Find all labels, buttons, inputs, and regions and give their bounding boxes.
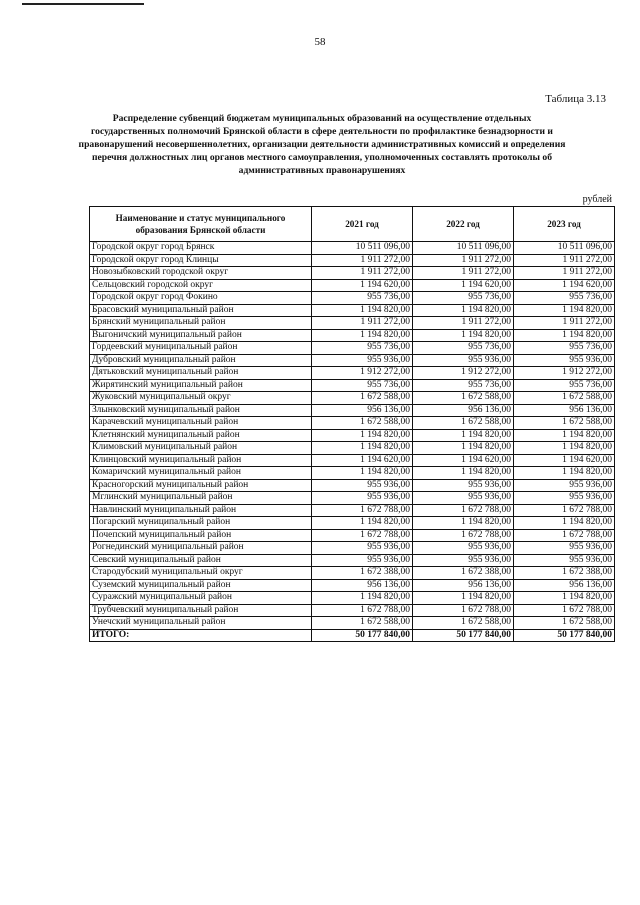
value-2022: 955 736,00 bbox=[413, 379, 514, 392]
value-2022: 956 136,00 bbox=[413, 579, 514, 592]
table-row bbox=[90, 579, 615, 592]
value-2023: 956 136,00 bbox=[514, 579, 615, 592]
document-title: Распределение субвенций бюджетам муниципальных образований на осуществление отдельных государственных полномочий Брянской области в сфере деятельности по профилактике безнадзорности и правонарушений несовершеннолетних, организации деятельности административных комиссий и определения перечня должностных лиц органов местного самоуправления, уполномоченных составлять протоколы об административных правонарушениях bbox=[78, 113, 566, 176]
value-2021: 955 736,00 bbox=[312, 379, 413, 392]
value-2022: 1 194 820,00 bbox=[413, 429, 514, 442]
value-2022: 956 136,00 bbox=[413, 404, 514, 417]
value-2021: 1 194 820,00 bbox=[312, 467, 413, 480]
value-2023: 1 912 272,00 bbox=[514, 367, 615, 380]
value-2022: 955 936,00 bbox=[413, 354, 514, 367]
value-2021: 1 194 820,00 bbox=[312, 442, 413, 455]
value-2021: 1 911 272,00 bbox=[312, 254, 413, 267]
municipality-name: Красногорский муниципальный район bbox=[90, 479, 312, 492]
table-row bbox=[90, 292, 615, 305]
municipality-name: Суземский муниципальный район bbox=[90, 579, 312, 592]
value-2021: 1 672 588,00 bbox=[312, 392, 413, 405]
value-2023: 955 936,00 bbox=[514, 354, 615, 367]
municipality-name: Брянский муниципальный район bbox=[90, 317, 312, 330]
municipality-name: Жирятинский муниципальный район bbox=[90, 379, 312, 392]
value-2023: 1 672 588,00 bbox=[514, 392, 615, 405]
value-2021: 1 194 820,00 bbox=[312, 304, 413, 317]
municipality-name: Погарский муниципальный район bbox=[90, 517, 312, 530]
table-row bbox=[90, 304, 615, 317]
table-row bbox=[90, 467, 615, 480]
value-2022: 1 194 820,00 bbox=[413, 442, 514, 455]
table-row bbox=[90, 379, 615, 392]
value-2023: 1 672 788,00 bbox=[514, 529, 615, 542]
municipality-name: Гордеевский муниципальный район bbox=[90, 342, 312, 355]
table-row bbox=[90, 542, 615, 555]
value-2021: 1 194 820,00 bbox=[312, 517, 413, 530]
table-row bbox=[90, 354, 615, 367]
value-2023: 1 194 620,00 bbox=[514, 279, 615, 292]
value-2021: 955 736,00 bbox=[312, 342, 413, 355]
value-2023: 1 194 820,00 bbox=[514, 517, 615, 530]
table-row bbox=[90, 317, 615, 330]
value-2023: 10 511 096,00 bbox=[514, 242, 615, 255]
table-row bbox=[90, 254, 615, 267]
municipality-name: Дубровский муниципальный район bbox=[90, 354, 312, 367]
table-row bbox=[90, 367, 615, 380]
value-2023: 955 736,00 bbox=[514, 342, 615, 355]
value-2022: 1 194 620,00 bbox=[413, 454, 514, 467]
value-2022: 1 911 272,00 bbox=[413, 317, 514, 330]
value-2023: 1 911 272,00 bbox=[514, 267, 615, 280]
value-2021: 956 136,00 bbox=[312, 579, 413, 592]
value-2022: 1 194 820,00 bbox=[413, 467, 514, 480]
value-2021: 1 672 588,00 bbox=[312, 617, 413, 630]
municipality-name: Новозыбковский городской округ bbox=[90, 267, 312, 280]
value-2022: 1 672 788,00 bbox=[413, 504, 514, 517]
value-2023: 1 672 788,00 bbox=[514, 504, 615, 517]
municipality-name: Трубчевский муниципальный район bbox=[90, 604, 312, 617]
value-2023: 1 911 272,00 bbox=[514, 254, 615, 267]
header-name: Наименование и статус муниципального образования Брянской области bbox=[90, 207, 312, 242]
value-2022: 1 672 788,00 bbox=[413, 604, 514, 617]
value-2022: 1 672 588,00 bbox=[413, 617, 514, 630]
table-row bbox=[90, 592, 615, 605]
value-2023: 955 936,00 bbox=[514, 554, 615, 567]
value-2021: 1 672 788,00 bbox=[312, 604, 413, 617]
total-2022: 50 177 840,00 bbox=[413, 629, 514, 642]
municipality-name: Злынковский муниципальный район bbox=[90, 404, 312, 417]
value-2022: 955 736,00 bbox=[413, 342, 514, 355]
table-row bbox=[90, 479, 615, 492]
value-2022: 1 912 272,00 bbox=[413, 367, 514, 380]
page-number: 58 bbox=[314, 36, 326, 48]
table-row bbox=[90, 267, 615, 280]
value-2021: 1 911 272,00 bbox=[312, 267, 413, 280]
value-2021: 1 194 820,00 bbox=[312, 429, 413, 442]
value-2021: 1 194 620,00 bbox=[312, 454, 413, 467]
value-2021: 955 936,00 bbox=[312, 542, 413, 555]
value-2021: 955 936,00 bbox=[312, 479, 413, 492]
table-row bbox=[90, 242, 615, 255]
municipality-name: Суражский муниципальный район bbox=[90, 592, 312, 605]
value-2021: 955 936,00 bbox=[312, 354, 413, 367]
table-row bbox=[90, 454, 615, 467]
value-2021: 10 511 096,00 bbox=[312, 242, 413, 255]
municipality-name: Навлинский муниципальный район bbox=[90, 504, 312, 517]
value-2023: 1 194 820,00 bbox=[514, 467, 615, 480]
header-2022: 2022 год bbox=[413, 207, 514, 242]
header-2021: 2021 год bbox=[312, 207, 413, 242]
table-row bbox=[90, 504, 615, 517]
municipality-name: Жуковский муниципальный округ bbox=[90, 392, 312, 405]
total-label: ИТОГО: bbox=[90, 629, 312, 642]
value-2023: 1 911 272,00 bbox=[514, 317, 615, 330]
municipality-name: Дятьковский муниципальный район bbox=[90, 367, 312, 380]
table-row bbox=[90, 492, 615, 505]
municipality-name: Городской округ город Брянск bbox=[90, 242, 312, 255]
value-2023: 1 672 788,00 bbox=[514, 604, 615, 617]
value-2022: 955 936,00 bbox=[413, 554, 514, 567]
value-2022: 1 672 788,00 bbox=[413, 529, 514, 542]
value-2022: 955 936,00 bbox=[413, 479, 514, 492]
municipality-name: Карачевский муниципальный район bbox=[90, 417, 312, 430]
value-2022: 1 194 820,00 bbox=[413, 517, 514, 530]
municipality-name: Мглинский муниципальный район bbox=[90, 492, 312, 505]
table-row bbox=[90, 604, 615, 617]
value-2023: 1 194 820,00 bbox=[514, 329, 615, 342]
value-2022: 955 936,00 bbox=[413, 542, 514, 555]
municipality-name: Унечский муниципальный район bbox=[90, 617, 312, 630]
value-2021: 1 194 820,00 bbox=[312, 592, 413, 605]
value-2023: 1 194 820,00 bbox=[514, 304, 615, 317]
value-2022: 1 194 620,00 bbox=[413, 279, 514, 292]
value-2023: 1 194 620,00 bbox=[514, 454, 615, 467]
value-2023: 955 936,00 bbox=[514, 492, 615, 505]
municipality-name: Рогнединский муниципальный район bbox=[90, 542, 312, 555]
municipality-name: Почепский муниципальный район bbox=[90, 529, 312, 542]
value-2022: 955 936,00 bbox=[413, 492, 514, 505]
table-header-row bbox=[90, 207, 615, 242]
value-2023: 1 194 820,00 bbox=[514, 429, 615, 442]
table-row bbox=[90, 279, 615, 292]
municipality-name: Комаричский муниципальный район bbox=[90, 467, 312, 480]
table-label: Таблица 3.13 bbox=[545, 93, 606, 105]
value-2022: 1 672 588,00 bbox=[413, 417, 514, 430]
top-rule bbox=[22, 3, 144, 5]
table-row bbox=[90, 417, 615, 430]
municipality-name: Городской округ город Клинцы bbox=[90, 254, 312, 267]
value-2023: 1 194 820,00 bbox=[514, 442, 615, 455]
unit-label: рублей bbox=[582, 194, 612, 205]
table-row bbox=[90, 392, 615, 405]
value-2021: 1 912 272,00 bbox=[312, 367, 413, 380]
table-row bbox=[90, 342, 615, 355]
municipality-name: Городской округ город Фокино bbox=[90, 292, 312, 305]
municipality-name: Сельцовский городской округ bbox=[90, 279, 312, 292]
value-2023: 955 736,00 bbox=[514, 379, 615, 392]
value-2023: 1 194 820,00 bbox=[514, 592, 615, 605]
table-row bbox=[90, 404, 615, 417]
value-2023: 955 736,00 bbox=[514, 292, 615, 305]
municipality-name: Клетнянский муниципальный район bbox=[90, 429, 312, 442]
value-2022: 1 672 588,00 bbox=[413, 392, 514, 405]
value-2023: 955 936,00 bbox=[514, 479, 615, 492]
value-2021: 1 672 788,00 bbox=[312, 529, 413, 542]
municipality-name: Севский муниципальный район bbox=[90, 554, 312, 567]
total-2023: 50 177 840,00 bbox=[514, 629, 615, 642]
value-2021: 956 136,00 bbox=[312, 404, 413, 417]
value-2021: 955 736,00 bbox=[312, 292, 413, 305]
total-2021: 50 177 840,00 bbox=[312, 629, 413, 642]
municipality-name: Климовский муниципальный район bbox=[90, 442, 312, 455]
table-row bbox=[90, 442, 615, 455]
municipality-name: Брасовский муниципальный район bbox=[90, 304, 312, 317]
value-2021: 1 672 788,00 bbox=[312, 504, 413, 517]
table-row bbox=[90, 617, 615, 630]
value-2023: 955 936,00 bbox=[514, 542, 615, 555]
table-row bbox=[90, 429, 615, 442]
municipality-name: Стародубский муниципальный округ bbox=[90, 567, 312, 580]
value-2023: 1 672 588,00 bbox=[514, 417, 615, 430]
municipality-name: Клинцовский муниципальный район bbox=[90, 454, 312, 467]
value-2023: 1 672 588,00 bbox=[514, 617, 615, 630]
table-row bbox=[90, 567, 615, 580]
value-2021: 1 194 820,00 bbox=[312, 329, 413, 342]
subvention-table bbox=[89, 206, 615, 642]
value-2022: 1 911 272,00 bbox=[413, 254, 514, 267]
value-2023: 1 672 388,00 bbox=[514, 567, 615, 580]
value-2022: 10 511 096,00 bbox=[413, 242, 514, 255]
value-2021: 1 672 388,00 bbox=[312, 567, 413, 580]
value-2022: 1 911 272,00 bbox=[413, 267, 514, 280]
table-row bbox=[90, 329, 615, 342]
value-2021: 1 194 620,00 bbox=[312, 279, 413, 292]
value-2023: 956 136,00 bbox=[514, 404, 615, 417]
value-2021: 1 672 588,00 bbox=[312, 417, 413, 430]
value-2021: 955 936,00 bbox=[312, 554, 413, 567]
value-2022: 1 194 820,00 bbox=[413, 329, 514, 342]
value-2022: 1 194 820,00 bbox=[413, 304, 514, 317]
table-row bbox=[90, 529, 615, 542]
value-2021: 1 911 272,00 bbox=[312, 317, 413, 330]
header-2023: 2023 год bbox=[514, 207, 615, 242]
value-2022: 1 672 388,00 bbox=[413, 567, 514, 580]
municipality-name: Выгоничский муниципальный район bbox=[90, 329, 312, 342]
value-2022: 1 194 820,00 bbox=[413, 592, 514, 605]
table-row bbox=[90, 517, 615, 530]
value-2022: 955 736,00 bbox=[413, 292, 514, 305]
table-row bbox=[90, 554, 615, 567]
value-2021: 955 936,00 bbox=[312, 492, 413, 505]
total-row bbox=[90, 629, 615, 642]
